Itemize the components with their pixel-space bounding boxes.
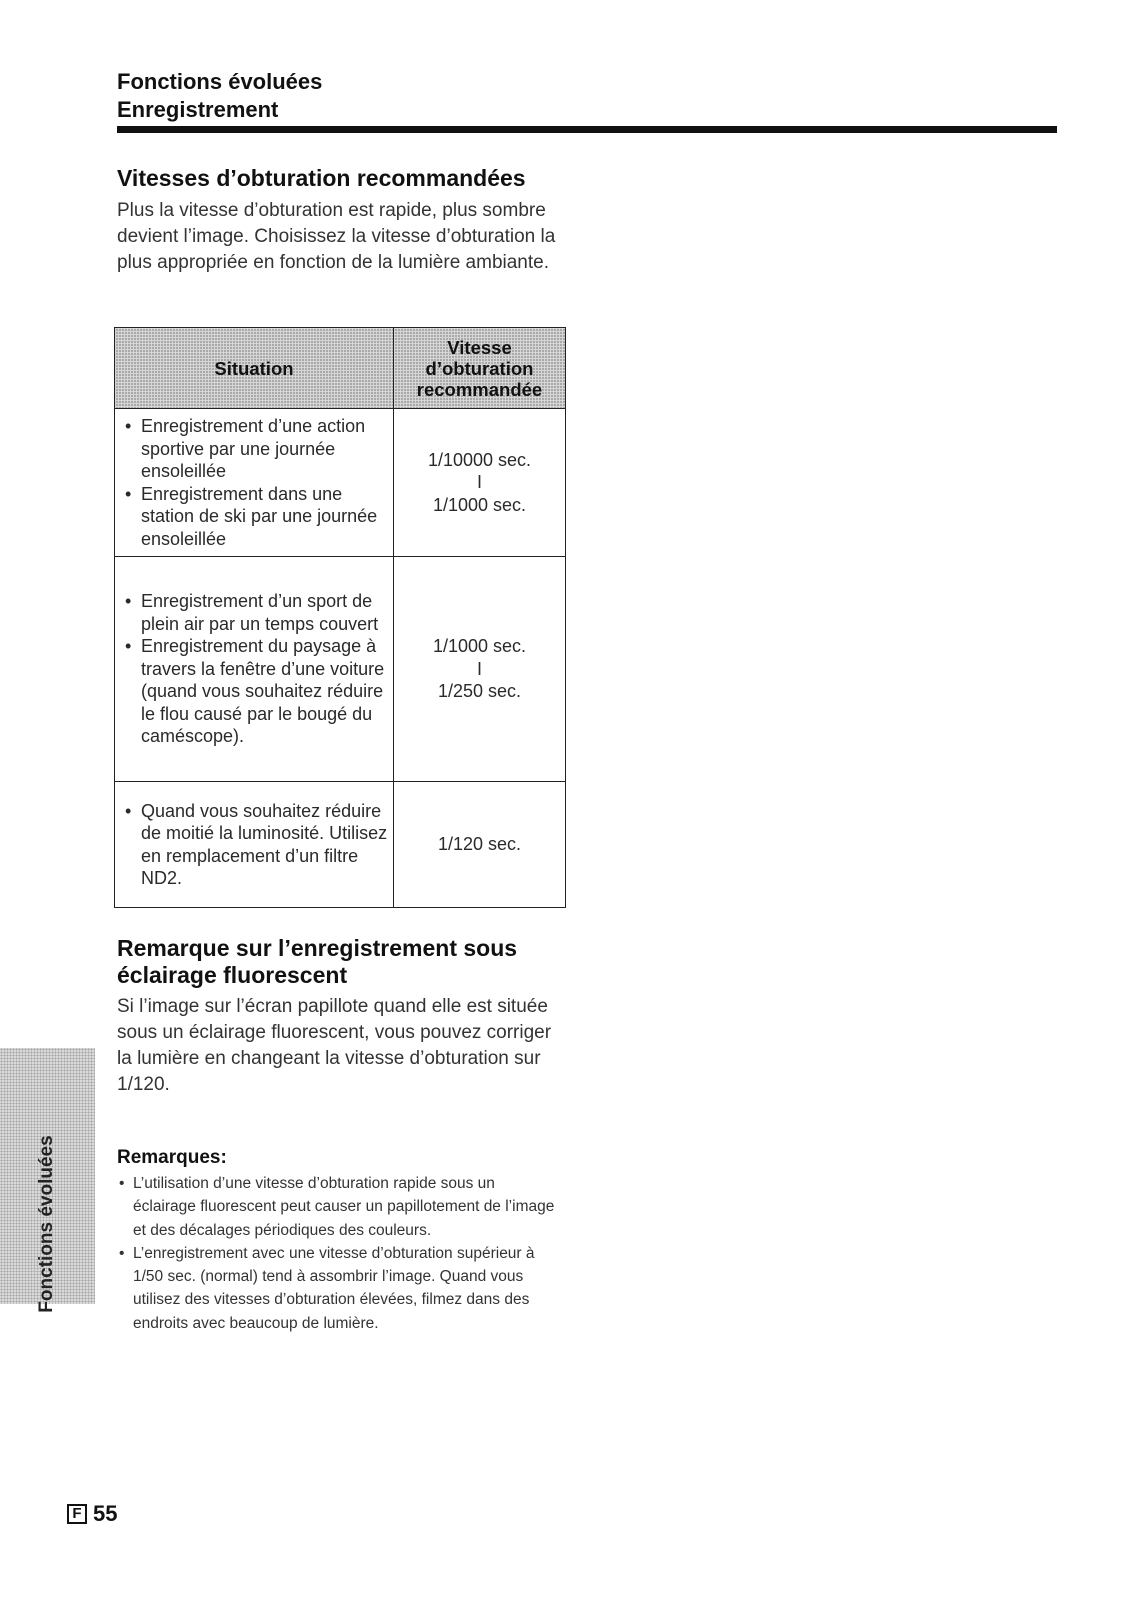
section-title-fluorescent <box>117 935 517 989</box>
header-section: Enregistrement <box>117 97 279 122</box>
situation-cell <box>115 409 394 557</box>
situation-cell <box>115 557 394 782</box>
speed-top: 1/10000 sec. <box>427 449 532 470</box>
section-intro: Plus la vitesse d’obturation est rapide, plus sombre devient l’image. Choisissez la vitesse d’obturation la plus appropriée en fonction de la lumière ambiante. <box>117 200 556 273</box>
situation-item: • Enregistrement du paysage à travers la fenêtre d’une voiture (quand vous souhaitez réduire le flou causé par le bougé du caméscope). <box>125 635 389 748</box>
table-row <box>115 409 566 557</box>
side-tab-label: Fonctions évoluées <box>36 1135 57 1313</box>
speed-separator: I <box>476 472 482 493</box>
page-footer <box>67 1501 117 1527</box>
table-row <box>115 557 566 782</box>
section-title-shutter-speeds: Vitesses d’obturation recommandées <box>117 165 526 191</box>
language-mark: F <box>67 1504 87 1524</box>
fluorescent-body: Si l’image sur l’écran papillote quand elle est située sous un éclairage fluorescent, vous pouvez corriger la lumière en changeant la vitesse d’obturation sur 1/120. <box>117 996 552 1095</box>
section-title-line: Remarque sur l’enregistrement sous <box>117 935 518 961</box>
remarks-title: Remarques: <box>117 1147 227 1168</box>
column-header-speed: Vitesse d’obturation recommandée <box>394 328 566 409</box>
page-number: 55 <box>93 1501 118 1526</box>
speed-top: 1/1000 sec. <box>432 636 527 657</box>
remark-item: • L’utilisation d’une vitesse d’obturation rapide sous un éclairage fluorescent peut causer un papillotement de l’image et des décalages périodiques des couleurs. <box>117 1172 557 1242</box>
situation-cell <box>115 782 394 908</box>
speed-bottom: 1/250 sec. <box>437 681 522 702</box>
speed-top: 1/120 sec. <box>437 834 522 855</box>
column-header-situation: Situation <box>115 328 394 409</box>
speed-cell <box>394 409 566 557</box>
situation-item: • Enregistrement dans une station de ski par une journée ensoleillée <box>125 483 389 551</box>
situation-item: • Enregistrement d’un sport de plein air par un temps couvert <box>125 590 389 635</box>
table-header-row <box>115 328 566 409</box>
speed-bottom: 1/1000 sec. <box>432 494 527 515</box>
header-rule <box>117 126 1057 133</box>
speed-cell <box>394 782 566 908</box>
remark-item: • L’enregistrement avec une vitesse d’obturation supérieur à 1/50 sec. (normal) tend à assombrir l’image. Quand vous utilisez des vitesses d’obturation élevées, filmez dans des endroits avec beaucoup de lumière. <box>117 1242 557 1335</box>
table-row <box>115 782 566 908</box>
section-title-line: éclairage fluorescent <box>117 962 348 988</box>
speed-separator: I <box>476 658 482 679</box>
header-chapter: Fonctions évoluées <box>117 69 323 94</box>
situation-item: • Quand vous souhaitez réduire de moitié la luminosité. Utilisez en remplacement d’un filtre ND2. <box>125 800 389 890</box>
shutter-speed-table <box>114 327 566 908</box>
page-header <box>117 68 1057 124</box>
side-chapter-tab <box>0 1048 95 1313</box>
remarks-list <box>117 1172 557 1335</box>
situation-item: • Enregistrement d’une action sportive par une journée ensoleillée <box>125 415 389 483</box>
speed-cell <box>394 557 566 782</box>
